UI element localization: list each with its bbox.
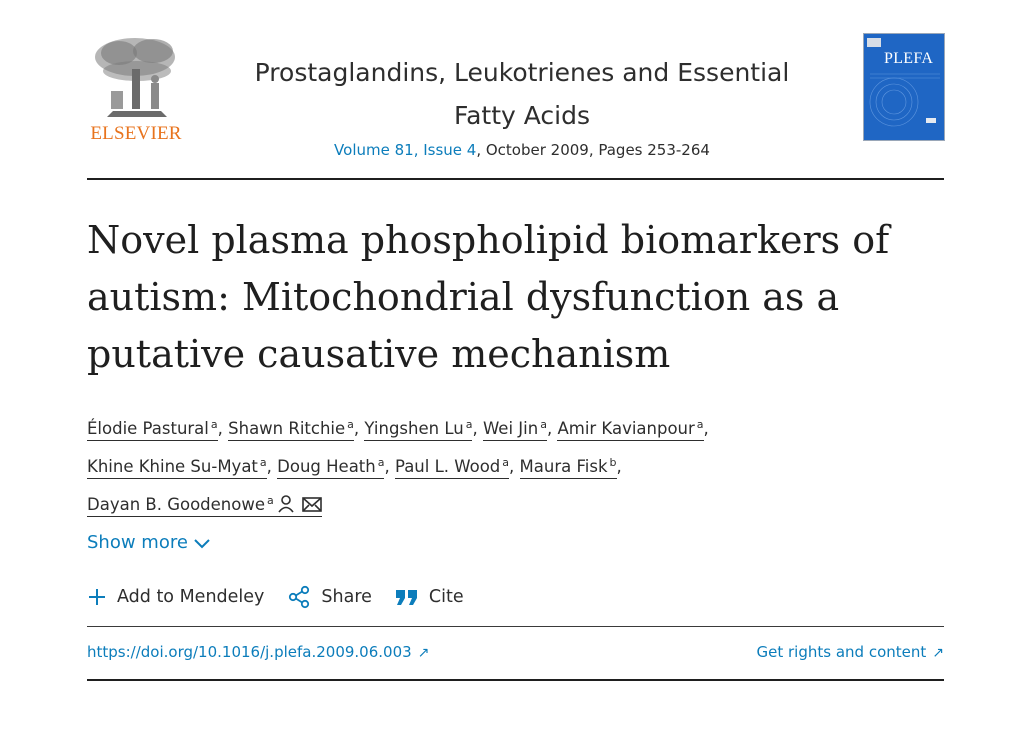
external-link-icon: ↗ [932, 645, 944, 661]
cite-button[interactable] [395, 587, 464, 607]
elsevier-tree-icon [87, 33, 185, 123]
footer-divider [87, 679, 944, 681]
elsevier-logo[interactable] [87, 33, 185, 143]
author-link[interactable]: Shawn Ritchie $^a$ [228, 419, 354, 441]
external-link-icon: ↗ [417, 645, 430, 661]
cover-title: PLEFA [884, 50, 934, 67]
share-icon [287, 585, 311, 609]
author-link[interactable]: Élodie Pastural $^a$ [87, 419, 218, 441]
author-link[interactable]: Amir Kavianpour $^a$ [557, 419, 703, 441]
issue-link[interactable]: Volume 81, Issue 4 [334, 141, 477, 159]
article-links [87, 643, 944, 665]
add-to-mendeley-label: Add to Mendeley [117, 587, 265, 607]
author-link[interactable]: Doug Heath $^a$ [277, 457, 384, 479]
author-link[interactable]: Maura Fisk $^b$ [520, 457, 617, 479]
actions-divider [87, 626, 944, 627]
doi-link[interactable]: https://doi.org/10.1016/j.plefa.2009.06.003 ↗ [87, 643, 430, 661]
add-to-mendeley-button[interactable] [87, 587, 264, 607]
author-list: Élodie Pastural $^a$, Shawn Ritchie $^a$, Yingshen Lu $^a$, Wei Jin $^a$, Amir Kavianpour $^a$, Khine Khine Su-Myat $^a$, Doug Heath $^a$, Paul L. Wood $^a$, Maura Fisk $^b$, Dayan B. Goodenowe $^a$ [87, 408, 944, 525]
author-link[interactable]: Khine Khine Su-Myat $^a$ [87, 457, 267, 479]
issue-info [207, 141, 837, 159]
journal-title-line1: Prostaglandins, Leukotrienes and Essential [254, 58, 790, 87]
get-rights-link[interactable]: Get rights and content ↗ [756, 643, 944, 661]
journal-title-line2: Fatty Acids [454, 101, 590, 130]
header-divider [87, 178, 944, 180]
article-title: Novel plasma phospholipid biomarkers of autism: Mitochondrial dysfunction as a putative causative mechanism [87, 218, 890, 376]
cite-label: Cite [428, 587, 464, 607]
share-button[interactable] [287, 585, 372, 609]
share-label: Share [321, 587, 372, 607]
quote-icon [395, 587, 419, 607]
author-link[interactable]: Wei Jin $^a$ [483, 419, 547, 441]
corresponding-author-link[interactable]: Dayan B. Goodenowe $^a$ [87, 495, 322, 517]
journal-header [87, 33, 944, 179]
show-more-label: Show more [87, 532, 188, 553]
journal-cover[interactable] [863, 33, 945, 141]
journal-info [207, 51, 837, 159]
cover-pattern-icon [864, 34, 945, 141]
author-link[interactable]: Paul L. Wood $^a$ [395, 457, 509, 479]
elsevier-wordmark: ELSEVIER [90, 123, 182, 144]
article-actions [87, 585, 487, 609]
person-and-email-icon [278, 495, 322, 513]
chevron-down-icon [194, 538, 210, 550]
issue-details: , October 2009, Pages 253-264 [476, 141, 710, 159]
plus-icon [87, 587, 107, 607]
journal-title[interactable] [207, 51, 837, 137]
show-more-button[interactable] [87, 532, 210, 553]
author-link[interactable]: Yingshen Lu $^a$ [364, 419, 472, 441]
